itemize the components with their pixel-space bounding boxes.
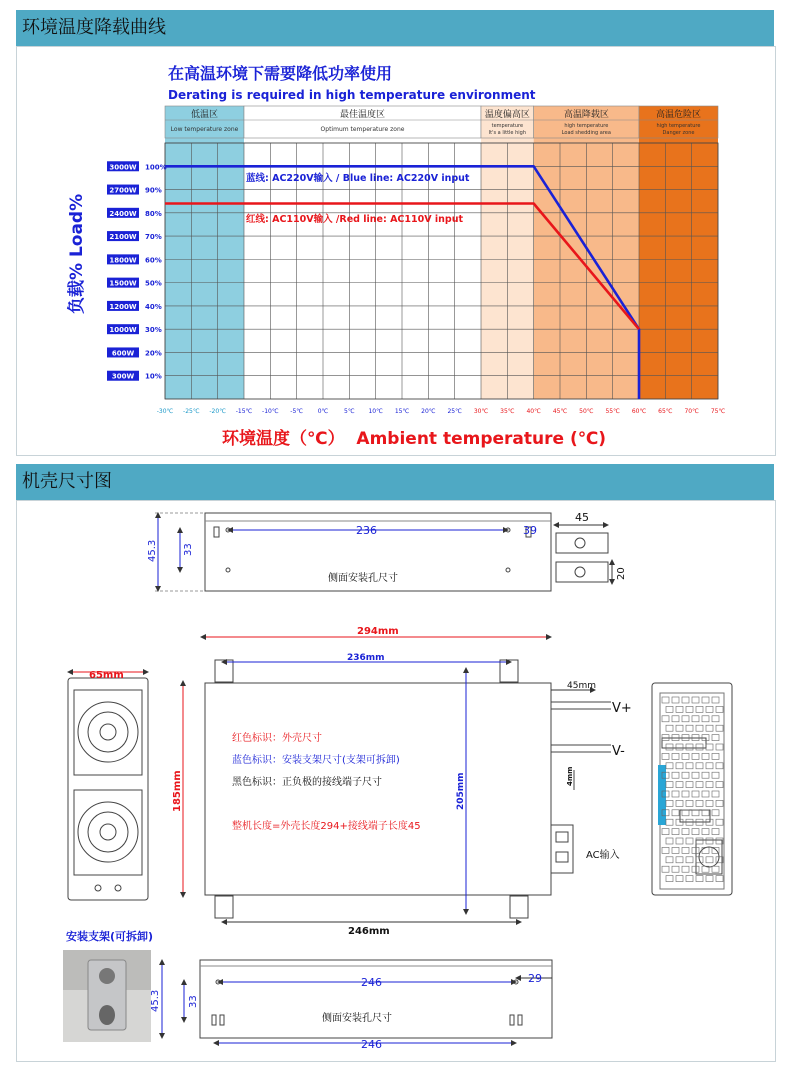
dim-33-bottom: 33	[188, 995, 199, 1008]
x-tick-label-6: 0℃	[317, 408, 329, 415]
end-view-fans	[68, 672, 148, 900]
y-axis-title: 负载% Load%	[67, 193, 87, 314]
rear-panel	[652, 683, 732, 895]
x-axis-title: 环境温度（℃） Ambient temperature (℃)	[222, 429, 607, 449]
watt-label-6: 2100W	[109, 233, 137, 242]
y-tick-label-2: 30%	[145, 326, 162, 335]
section1-title: 环境温度降载曲线	[22, 17, 166, 38]
x-tick-label-1: -25℃	[183, 408, 200, 415]
dim-29-bottom: 29	[528, 972, 542, 985]
dim-185mm: 185mm	[172, 770, 183, 812]
x-tick-label-10: 20℃	[421, 408, 436, 415]
caption-side-top: 侧面安装孔尺寸	[328, 573, 398, 584]
watt-label-4: 1500W	[109, 279, 137, 288]
zone-label-1: 最佳温度区	[339, 110, 386, 120]
watt-label-8: 2700W	[109, 186, 137, 195]
x-tick-label-21: 75℃	[710, 408, 726, 415]
dim-205mm: 205mm	[456, 772, 466, 810]
watt-label-2: 1000W	[109, 326, 137, 335]
y-tick-label-1: 20%	[145, 349, 162, 358]
zone-sublabel-1-0: Optimum temperature zone	[320, 126, 405, 133]
y-tick-label-7: 80%	[145, 209, 162, 218]
x-tick-label-19: 65℃	[658, 408, 673, 415]
chart-subtitle: Derating is required in high temperature environment	[168, 88, 536, 102]
y-tick-label-5: 60%	[145, 256, 162, 265]
x-tick-label-13: 35℃	[500, 408, 515, 415]
dim-45-3-top: 45.3	[147, 539, 158, 562]
dim-65mm: 65mm	[89, 670, 124, 681]
x-tick-label-0: -30℃	[156, 408, 174, 415]
caption-side-bottom: 侧面安装孔尺寸	[322, 1013, 392, 1024]
y-tick-label-0: 10%	[145, 372, 162, 381]
watt-label-3: 1200W	[109, 302, 137, 311]
x-tick-label-16: 50℃	[579, 408, 594, 415]
y-tick-label-9: 100%	[145, 163, 167, 172]
dim-33-top: 33	[183, 543, 194, 556]
watt-label-5: 1800W	[109, 256, 137, 265]
zone-sublabel-2-1: It's a little high	[488, 130, 526, 136]
y-tick-label-8: 90%	[145, 186, 162, 195]
dim-45mm: 45mm	[567, 681, 596, 691]
ac-input-label: AC输入	[586, 850, 620, 861]
dim-236-top: 236	[356, 524, 377, 537]
section2-title: 机壳尺寸图	[22, 471, 112, 492]
watt-label-9: 3000W	[109, 163, 137, 172]
terminal-v-plus: V+	[612, 701, 632, 716]
chart-title: 在高温环境下需要降低功率使用	[168, 64, 393, 83]
watt-label-0: 300W	[111, 372, 135, 381]
series-label-red: 红线: AC110V输入 /Red line: AC110V input	[246, 214, 464, 225]
note-black: 黑色标识：正负极的接线端子尺寸	[232, 777, 382, 788]
x-tick-label-11: 25℃	[447, 408, 462, 415]
y-tick-label-4: 50%	[145, 279, 162, 288]
zone-sublabel-4-0: high temperature	[656, 123, 701, 129]
zone-sublabel-3-1: Load shedding area	[561, 130, 611, 136]
x-tick-label-12: 30℃	[473, 408, 489, 415]
x-tick-label-14: 40℃	[526, 408, 541, 415]
x-tick-label-20: 70℃	[684, 408, 699, 415]
x-tick-label-4: -10℃	[262, 408, 279, 415]
series-label-blue: 蓝线: AC220V输入 / Blue line: AC220V input	[246, 173, 470, 184]
note-blue: 蓝色标识：安装支架尺寸(支架可拆卸)	[232, 755, 400, 766]
terminal-v-minus: V-	[612, 744, 625, 759]
dim-294mm: 294mm	[357, 626, 399, 637]
zone-label-0: 低温区	[190, 110, 219, 120]
note-total: 整机长度=外壳长度294+接线端子长度45	[232, 821, 421, 832]
watt-label-7: 2400W	[109, 209, 137, 218]
dim-45-3-bottom: 45.3	[150, 989, 161, 1012]
dim-4mm: 4mm	[566, 766, 574, 786]
side-view-bottom	[162, 960, 552, 1043]
y-tick-label-6: 70%	[145, 233, 162, 242]
x-tick-label-8: 10℃	[368, 408, 383, 415]
dim-39-top: 39	[523, 524, 537, 537]
x-tick-label-9: 15℃	[394, 408, 410, 415]
dim-246-bottom-b: 246	[361, 1038, 382, 1051]
watt-label-1: 600W	[111, 349, 135, 358]
zone-sublabel-2-0: temperature	[491, 123, 524, 129]
zone-sublabel-0-0: Low temperature zone	[170, 126, 239, 133]
dim-45-top: 45	[575, 511, 589, 524]
zone-sublabel-4-1: Danger zone	[662, 130, 695, 136]
x-tick-label-15: 45℃	[552, 408, 568, 415]
dim-20-top: 20	[616, 567, 627, 580]
x-tick-label-18: 60℃	[631, 408, 647, 415]
zone-label-4: 高温危险区	[655, 110, 702, 120]
zone-sublabel-3-0: high temperature	[564, 123, 609, 129]
zone-label-2: 温度偏高区	[484, 110, 530, 120]
x-tick-label-3: -15℃	[235, 408, 253, 415]
x-tick-label-2: -20℃	[209, 408, 226, 415]
note-red: 红色标识：外壳尺寸	[232, 733, 322, 744]
dim-246-bottom-a: 246	[361, 976, 382, 989]
dim-236mm: 236mm	[347, 653, 385, 663]
x-tick-label-17: 55℃	[605, 408, 620, 415]
y-tick-label-3: 40%	[145, 302, 162, 311]
x-tick-label-5: -5℃	[290, 408, 304, 415]
x-tick-label-7: 5℃	[344, 408, 355, 415]
bracket-photo	[63, 950, 151, 1042]
zone-label-3: 高温降载区	[563, 110, 609, 120]
dim-246mm: 246mm	[348, 926, 390, 937]
bracket-caption: 安装支架(可拆卸)	[66, 930, 154, 943]
